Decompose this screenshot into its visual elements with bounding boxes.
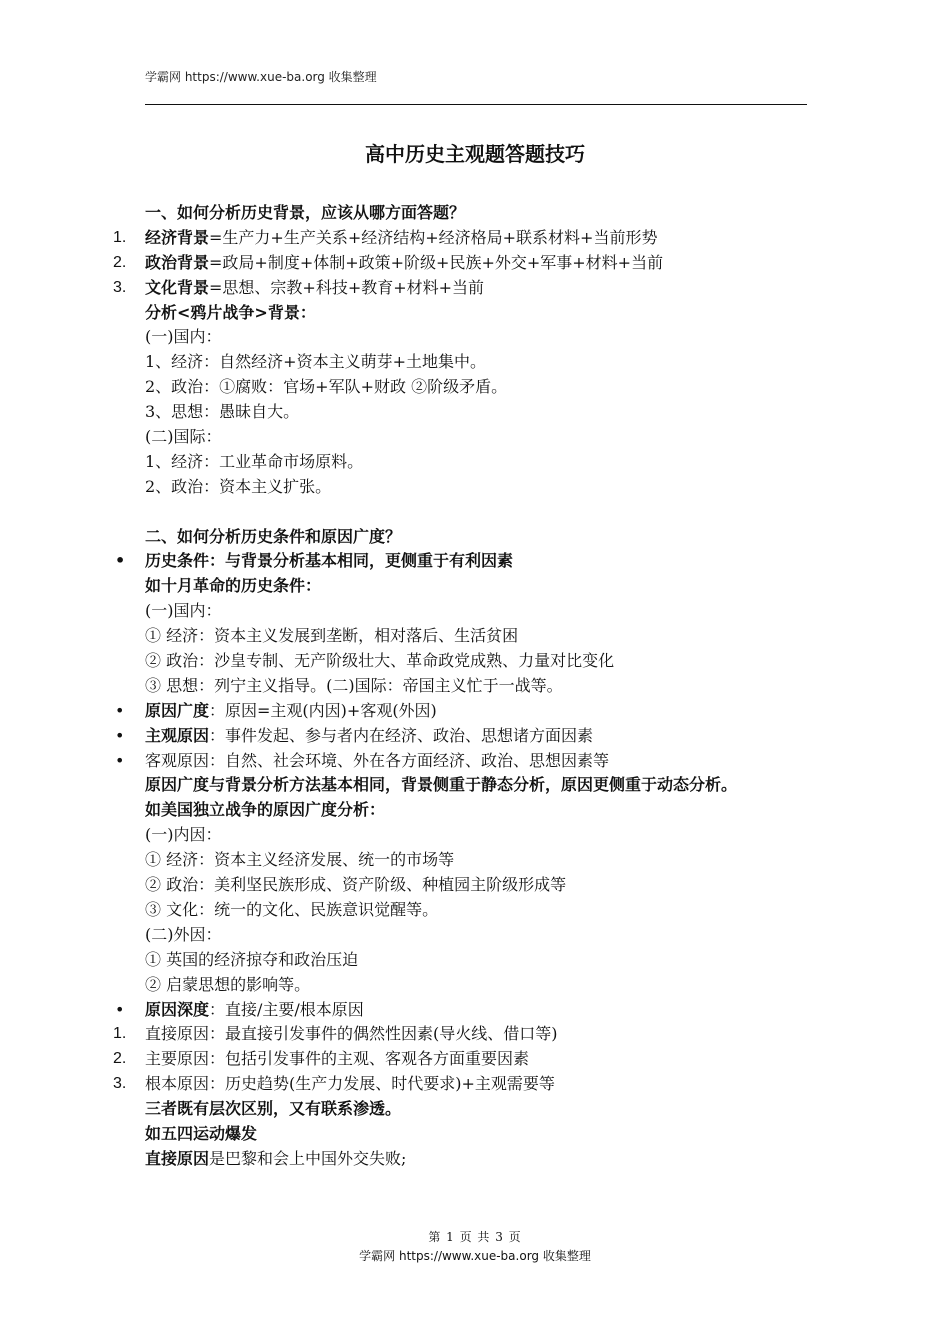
text-line: 1、经济：工业革命市场原料。 — [145, 451, 364, 471]
list-item — [113, 226, 807, 251]
closing-line: 三者既有层次区别，又有联系渗透。 — [145, 1099, 402, 1119]
text-line: ① 经济：资本主义发展到垄断，相对落后、生活贫困 — [145, 626, 519, 646]
section2-heading: 二、如何分析历史条件和原因广度？ — [145, 526, 402, 546]
list-number: 2. — [113, 253, 127, 271]
list-item — [113, 276, 807, 301]
text-line: ③ 文化：统一的文化、民族意识觉醒等。 — [145, 899, 439, 919]
list-number: 2. — [113, 1050, 127, 1068]
closing-line — [145, 1147, 807, 1172]
list-number: 3. — [113, 278, 127, 296]
text-line: ② 政治：沙皇专制、无产阶级壮大、革命政党成熟、力量对比变化 — [145, 651, 615, 671]
bullet-text: ：事件发起、参与者内在经济、政治、思想诸方面因素 — [209, 725, 594, 745]
bullet-bold: 原因广度 — [145, 700, 210, 720]
text-line: ③ 思想：列宁主义指导。(二)国际：帝国主义忙于一战等。 — [145, 675, 563, 695]
item-bold: 政治背景 — [145, 252, 210, 272]
page-footer: 学霸网 https://www.xue-ba.org 收集整理 — [359, 1249, 591, 1263]
header-rule — [145, 104, 807, 105]
item-text: =政局+制度+体制+政策+阶级+民族+外交+军事+材料+当前 — [209, 252, 664, 272]
bullet-text: ：直接/主要/根本原因 — [209, 999, 364, 1019]
list-item — [113, 1072, 807, 1097]
bullet-item — [115, 998, 807, 1023]
text-line: ① 经济：资本主义经济发展、统一的市场等 — [145, 850, 455, 870]
bullet-text: 历史条件：与背景分析基本相同，更侧重于有利因素 — [145, 551, 514, 571]
item-text: =思想、宗教+科技+教育+材料+当前 — [209, 277, 485, 297]
item-bold: 经济背景 — [145, 227, 210, 247]
list-item — [113, 1047, 807, 1072]
item-bold: 文化背景 — [145, 277, 210, 297]
text-line: (一)国内： — [145, 327, 222, 347]
text-line: ① 英国的经济掠夺和政治压迫 — [145, 949, 359, 969]
bullet-text: 客观原因：自然、社会环境、外在各方面经济、政治、思想因素等 — [145, 750, 610, 770]
bullet-bold: 原因深度 — [145, 999, 210, 1019]
list-number: 1. — [113, 228, 127, 246]
bullet-icon: • — [115, 725, 125, 745]
closing-line: 如五四运动爆发 — [145, 1123, 258, 1143]
text-line: (二)国际： — [145, 427, 222, 447]
summary-paragraph: 原因广度与背景分析方法基本相同，背景侧重于静态分析，原因更侧重于动态分析。 — [145, 775, 738, 795]
bullet-item — [115, 724, 807, 749]
bullet-item — [115, 699, 807, 724]
closing-text: 是巴黎和会上中国外交失败; — [209, 1148, 407, 1168]
list-number: 1. — [113, 1025, 127, 1043]
bullet-text: ：原因=主观(内因)+客观(外因) — [209, 700, 437, 720]
example-heading: 如美国独立战争的原因广度分析： — [145, 800, 386, 820]
section1-heading: 一、如何分析历史背景，应该从哪方面答题？ — [145, 203, 466, 222]
spacer — [145, 500, 807, 525]
text-line: ② 启蒙思想的影响等。 — [145, 974, 311, 994]
bullet-icon: • — [115, 750, 125, 770]
page-header: 学霸网 https://www.xue-ba.org 收集整理 — [145, 70, 377, 84]
item-text: =生产力+生产关系+经济结构+经济格局+联系材料+当前形势 — [209, 227, 658, 247]
text-line: 3、思想：愚昧自大。 — [145, 402, 300, 422]
text-line: (二)外因： — [145, 924, 222, 944]
example-heading: 分析<鸦片战争>背景： — [145, 302, 316, 322]
bullet-icon: • — [115, 700, 125, 720]
text-line: (一)国内： — [145, 601, 222, 621]
text-line: ② 政治：美利坚民族形成、资产阶级、种植园主阶级形成等 — [145, 875, 567, 895]
bullet-item — [115, 749, 807, 774]
bullet-icon: • — [115, 551, 126, 571]
page-number: 第 1 页 共 3 页 — [428, 1230, 522, 1244]
item-text: 主要原因：包括引发事件的主观、客观各方面重要因素 — [145, 1049, 530, 1069]
text-line: 2、政治：①腐败：官场+军队+财政 ②阶级矛盾。 — [145, 377, 508, 397]
list-item — [113, 251, 807, 276]
item-text: 直接原因：最直接引发事件的偶然性因素(导火线、借口等) — [145, 1024, 558, 1044]
closing-bold: 直接原因 — [145, 1148, 210, 1168]
bullet-icon: • — [115, 999, 125, 1019]
example-heading: 如十月革命的历史条件： — [145, 576, 322, 596]
document-body — [113, 201, 807, 1172]
list-item — [113, 1022, 807, 1047]
list-number: 3. — [113, 1075, 127, 1093]
text-line: 2、政治：资本主义扩张。 — [145, 476, 332, 496]
text-line: 1、经济：自然经济+资本主义萌芽+土地集中。 — [145, 352, 486, 372]
bullet-item — [115, 549, 807, 574]
item-text: 根本原因：历史趋势(生产力发展、时代要求)+主观需要等 — [145, 1074, 555, 1094]
page-title: 高中历史主观题答题技巧 — [365, 142, 585, 166]
text-line: (一)内因： — [145, 825, 222, 845]
bullet-bold: 主观原因 — [145, 725, 210, 745]
